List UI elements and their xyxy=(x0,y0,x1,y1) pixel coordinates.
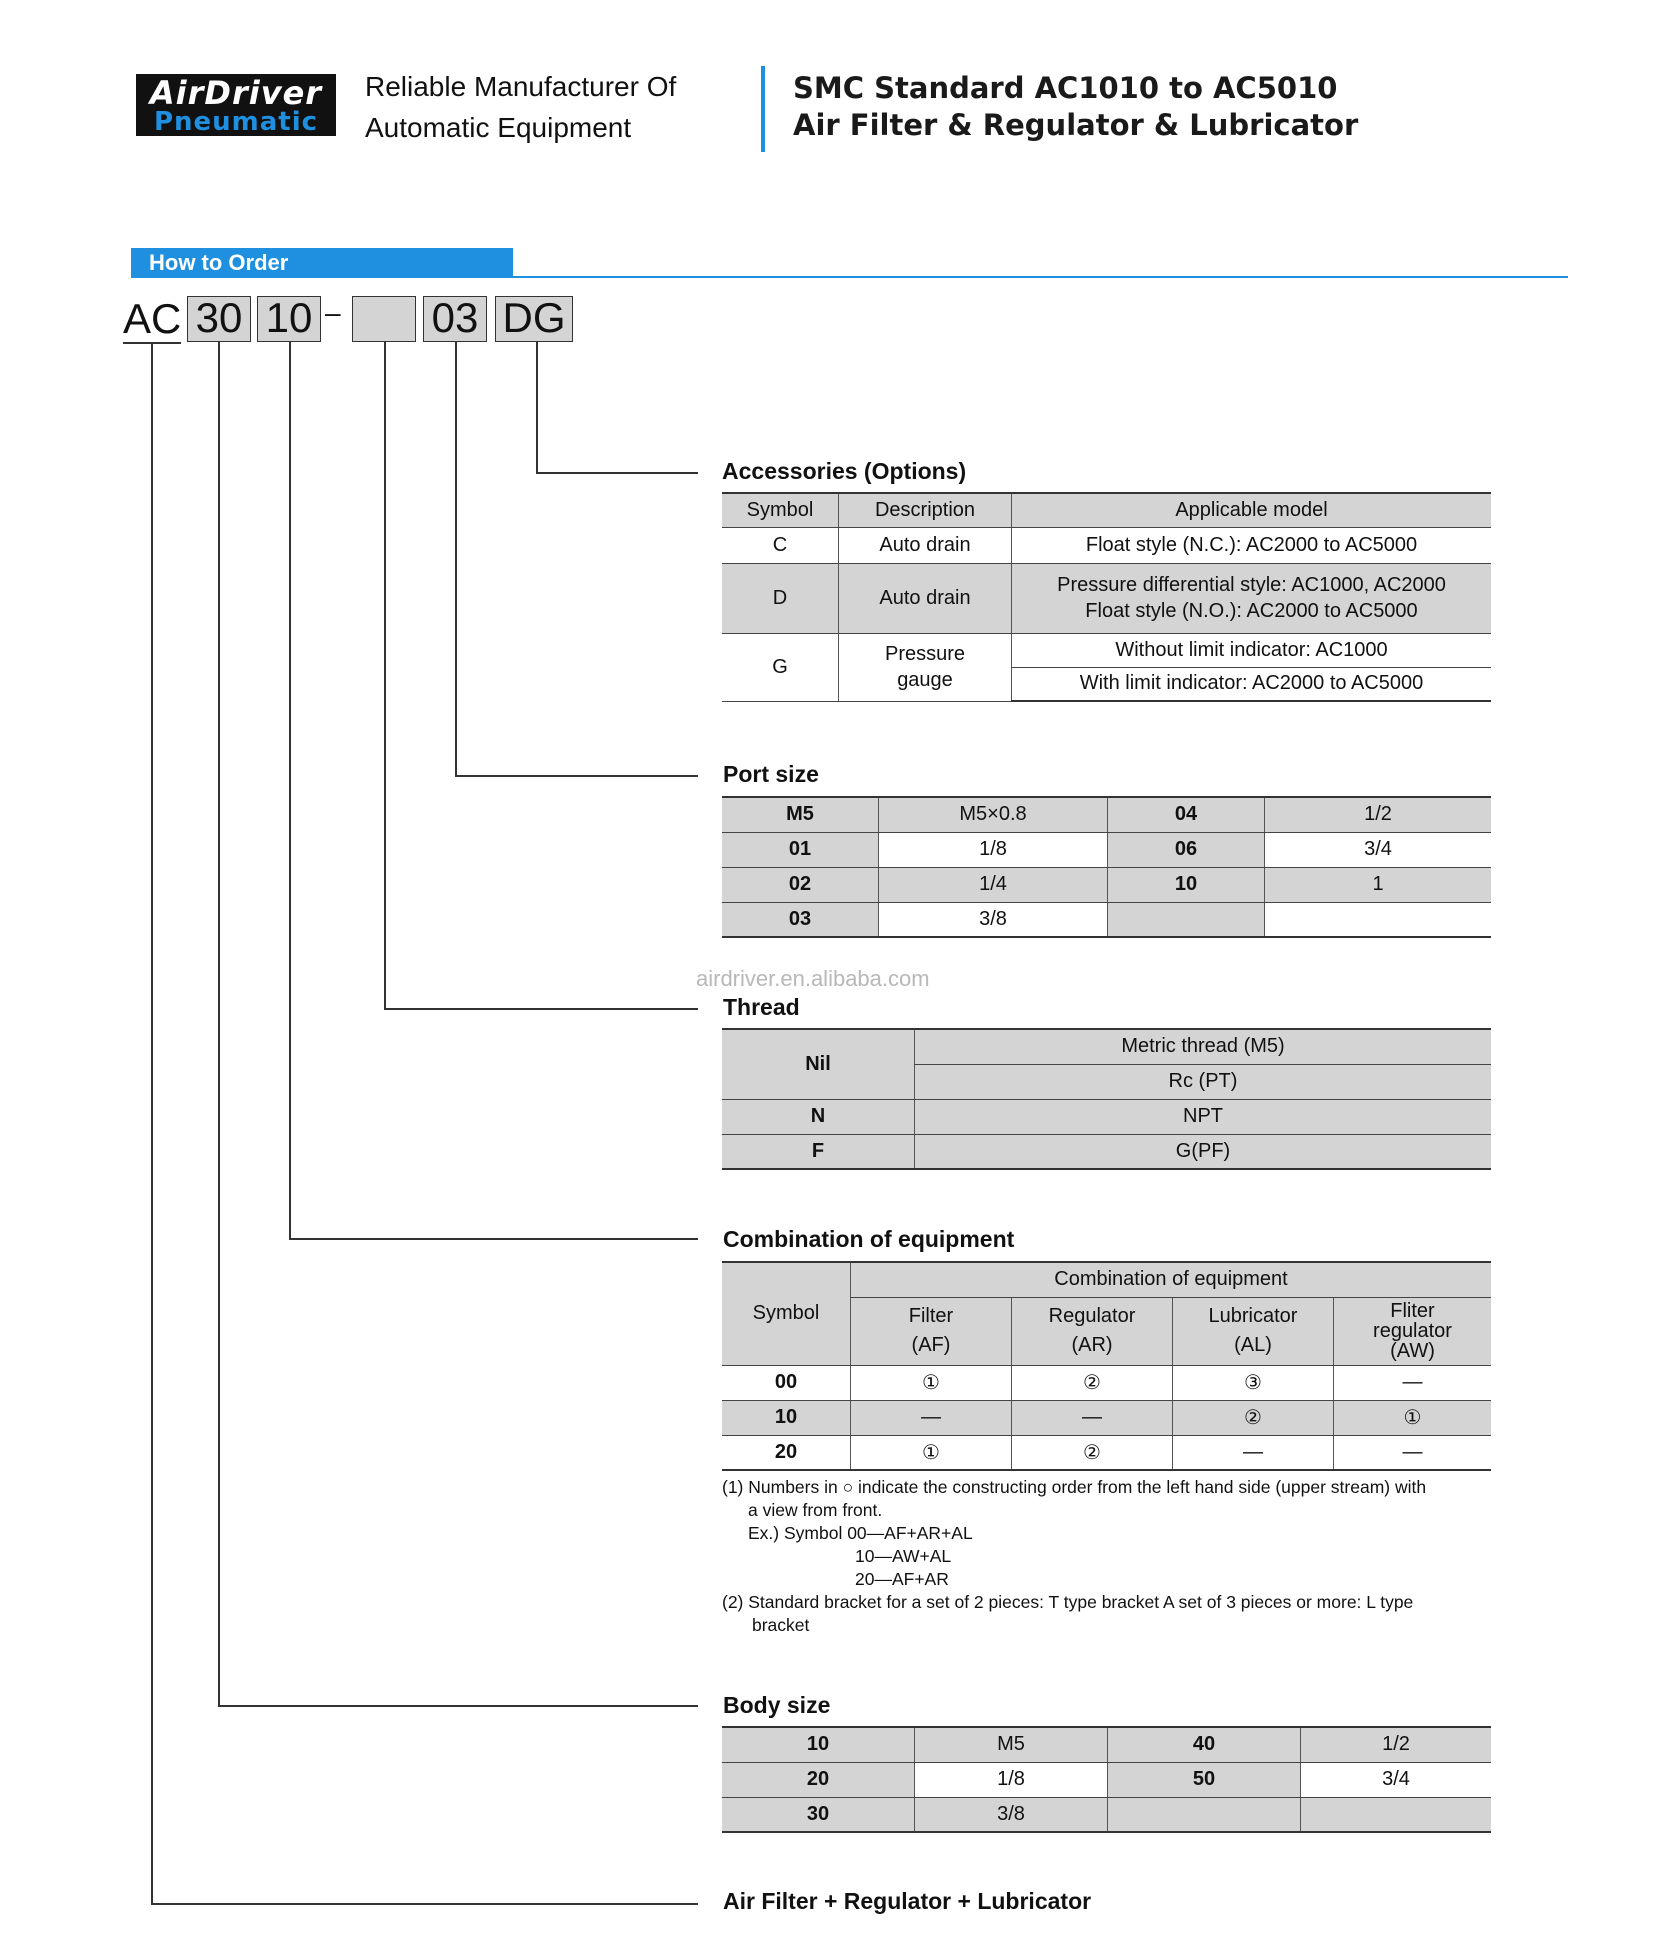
header-line: regulator xyxy=(1373,1320,1452,1342)
table-header-row xyxy=(722,1262,1491,1297)
leader-body-size-arm xyxy=(218,1705,698,1707)
table-row xyxy=(722,1762,1491,1797)
code-box-combination: 10 xyxy=(257,296,321,342)
table-row xyxy=(722,527,1491,563)
combo-symbol-cell: 20 xyxy=(722,1435,851,1470)
combo-order-cell: — xyxy=(1173,1435,1334,1470)
logo-wordmark: AirDriver xyxy=(149,74,323,112)
combo-order-cell: ① xyxy=(1334,1400,1492,1435)
leader-options-arm xyxy=(536,472,698,474)
leader-body-size xyxy=(218,342,220,1706)
table-row xyxy=(722,902,1491,937)
accessories-table xyxy=(722,492,1491,702)
table-row xyxy=(722,1134,1491,1169)
header-filter xyxy=(851,1297,1012,1365)
port-code-cell: 02 xyxy=(722,867,879,902)
thread-title: Thread xyxy=(723,994,800,1020)
header-line: (AW) xyxy=(1390,1340,1435,1362)
port-size-cell: 1/8 xyxy=(879,832,1108,867)
body-port-cell: M5 xyxy=(915,1727,1108,1762)
accessories-title: Accessories (Options) xyxy=(722,458,967,484)
header-line: (AR) xyxy=(1071,1334,1113,1356)
thread-table xyxy=(722,1028,1491,1170)
table-row xyxy=(722,832,1491,867)
body-code-cell xyxy=(1108,1797,1301,1832)
code-dash: – xyxy=(325,297,341,328)
table-row xyxy=(722,1797,1491,1832)
body-port-cell: 1/8 xyxy=(915,1762,1108,1797)
symbol-cell: G xyxy=(722,633,839,701)
model-cell: Float style (N.C.): AC2000 to AC5000 xyxy=(1012,527,1492,563)
body-port-cell: 3/8 xyxy=(915,1797,1108,1832)
port-code-cell: M5 xyxy=(722,797,879,832)
tagline-line-2: Automatic Equipment xyxy=(365,112,632,143)
leader-thread-arm xyxy=(384,1008,698,1010)
body-size-title: Body size xyxy=(723,1692,831,1718)
leader-prefix-arm xyxy=(151,1903,698,1905)
thread-type-cell: G(PF) xyxy=(915,1134,1492,1169)
header-description: Description xyxy=(839,493,1012,527)
combo-order-cell: ② xyxy=(1012,1365,1173,1400)
body-code-cell: 20 xyxy=(722,1762,915,1797)
model-line: Float style (N.O.): AC2000 to AC5000 xyxy=(1085,600,1418,622)
body-code-cell: 10 xyxy=(722,1727,915,1762)
thread-type-cell: Metric thread (M5) xyxy=(915,1029,1492,1064)
body-port-cell xyxy=(1301,1797,1492,1832)
note-example-1: Ex.) Symbol 00—AF+AR+AL xyxy=(748,1523,973,1543)
port-size-title: Port size xyxy=(723,761,819,787)
body-code-cell: 30 xyxy=(722,1797,915,1832)
product-series-title: Air Filter + Regulator + Lubricator xyxy=(723,1888,1092,1914)
description-line: gauge xyxy=(897,669,953,691)
port-code-cell: 10 xyxy=(1108,867,1265,902)
how-to-order-heading: How to Order xyxy=(131,248,513,278)
watermark-text: airdriver.en.alibaba.com xyxy=(696,966,930,991)
leader-port-size xyxy=(455,342,457,776)
code-box-body-size: 30 xyxy=(187,296,251,342)
leader-combination-arm xyxy=(289,1238,698,1240)
note-example-3: 20—AF+AR xyxy=(855,1569,949,1589)
heading-rule xyxy=(513,276,1568,278)
combo-symbol-cell: 00 xyxy=(722,1365,851,1400)
code-box-options: DG xyxy=(495,296,573,342)
tagline-line-1: Reliable Manufacturer Of xyxy=(365,71,677,102)
combo-order-cell: — xyxy=(1012,1400,1173,1435)
title-line-1: SMC Standard AC1010 to AC5010 xyxy=(793,71,1338,105)
table-row xyxy=(722,1400,1491,1435)
combo-order-cell: — xyxy=(1334,1435,1492,1470)
description-line: Pressure xyxy=(884,643,966,665)
table-row xyxy=(722,1727,1491,1762)
combo-order-cell: ① xyxy=(851,1365,1012,1400)
symbol-cell: D xyxy=(722,563,839,633)
port-size-cell: 1 xyxy=(1265,867,1492,902)
header-divider xyxy=(761,66,765,152)
combo-order-cell: ② xyxy=(1012,1435,1173,1470)
port-code-cell: 01 xyxy=(722,832,879,867)
body-code-cell: 50 xyxy=(1108,1762,1301,1797)
header-line: (AL) xyxy=(1234,1334,1272,1356)
note-2: (2) Standard bracket for a set of 2 pieces: T type bracket A set of 3 pieces or more: L type xyxy=(722,1592,1414,1612)
description-cell: Auto drain xyxy=(839,563,1012,633)
combo-symbol-cell: 10 xyxy=(722,1400,851,1435)
body-code-cell: 40 xyxy=(1108,1727,1301,1762)
table-row xyxy=(722,1435,1491,1470)
header-applicable-model: Applicable model xyxy=(1012,493,1492,527)
port-size-cell: 1/4 xyxy=(879,867,1108,902)
port-code-cell: 03 xyxy=(722,902,879,937)
leader-thread xyxy=(384,342,386,1009)
combo-order-cell: — xyxy=(851,1400,1012,1435)
leader-combination xyxy=(289,342,291,1239)
port-code-cell: 06 xyxy=(1108,832,1265,867)
port-code-cell xyxy=(1108,902,1265,937)
description-cell: Auto drain xyxy=(839,527,1012,563)
header-combination-group: Combination of equipment xyxy=(851,1262,1492,1297)
code-prefix: AC xyxy=(123,295,182,342)
port-size-cell xyxy=(1265,902,1492,937)
combo-order-cell: ① xyxy=(851,1435,1012,1470)
company-tagline xyxy=(365,66,676,148)
port-size-cell: M5×0.8 xyxy=(879,797,1108,832)
code-box-port-size: 03 xyxy=(423,296,487,342)
body-size-table xyxy=(722,1726,1491,1833)
title-line-2: Air Filter & Regulator & Lubricator xyxy=(793,108,1359,142)
symbol-cell: C xyxy=(722,527,839,563)
leader-port-size-arm xyxy=(455,775,698,777)
description-cell xyxy=(839,633,1012,701)
model-line: Pressure differential style: AC1000, AC2000 xyxy=(1057,574,1446,596)
port-size-cell: 3/4 xyxy=(1265,832,1492,867)
thread-type-cell: Rc (PT) xyxy=(915,1064,1492,1099)
header-symbol: Symbol xyxy=(722,493,839,527)
combo-order-cell: — xyxy=(1334,1365,1492,1400)
table-row xyxy=(722,867,1491,902)
thread-code-cell: N xyxy=(722,1099,915,1134)
logo-subword: Pneumatic xyxy=(153,107,319,137)
table-row xyxy=(722,1029,1491,1064)
header-line: (AF) xyxy=(911,1334,951,1356)
model-cell: With limit indicator: AC2000 to AC5000 xyxy=(1012,667,1492,701)
note-example-2: 10—AW+AL xyxy=(855,1546,952,1566)
header-line: Lubricator xyxy=(1208,1305,1298,1327)
combo-order-cell: ② xyxy=(1173,1400,1334,1435)
page-title xyxy=(793,70,1358,144)
table-row xyxy=(722,797,1491,832)
combination-title: Combination of equipment xyxy=(723,1226,1015,1252)
notes-block xyxy=(722,1476,1497,1637)
note-1-cont: a view from front. xyxy=(748,1500,883,1520)
combo-order-cell: ③ xyxy=(1173,1365,1334,1400)
header-regulator xyxy=(1012,1297,1173,1365)
header-lubricator xyxy=(1173,1297,1334,1365)
model-cell xyxy=(1012,563,1492,633)
header-symbol: Symbol xyxy=(722,1262,851,1365)
table-row xyxy=(722,633,1491,667)
company-logo xyxy=(136,74,336,136)
body-port-cell: 3/4 xyxy=(1301,1762,1492,1797)
table-header-row xyxy=(722,493,1491,527)
table-row xyxy=(722,563,1491,633)
header-filter-regulator xyxy=(1334,1297,1492,1365)
port-size-cell: 3/8 xyxy=(879,902,1108,937)
thread-code-cell: F xyxy=(722,1134,915,1169)
code-box-thread xyxy=(352,296,416,342)
body-port-cell: 1/2 xyxy=(1301,1727,1492,1762)
port-size-table xyxy=(722,796,1491,938)
leader-prefix xyxy=(151,342,153,1904)
note-1: (1) Numbers in ○ indicate the constructing order from the left hand side (upper stream) with xyxy=(722,1477,1427,1497)
model-cell: Without limit indicator: AC1000 xyxy=(1012,633,1492,667)
header-line: Filter xyxy=(908,1305,954,1327)
leader-options xyxy=(536,342,538,473)
note-2-cont: bracket xyxy=(752,1615,810,1635)
port-code-cell: 04 xyxy=(1108,797,1265,832)
combination-table xyxy=(722,1261,1491,1471)
table-row xyxy=(722,1099,1491,1134)
table-row xyxy=(722,1365,1491,1400)
header-line: Fliter xyxy=(1390,1300,1435,1322)
header-line: Regulator xyxy=(1048,1305,1136,1327)
thread-type-cell: NPT xyxy=(915,1099,1492,1134)
port-size-cell: 1/2 xyxy=(1265,797,1492,832)
thread-code-cell: Nil xyxy=(722,1029,915,1099)
